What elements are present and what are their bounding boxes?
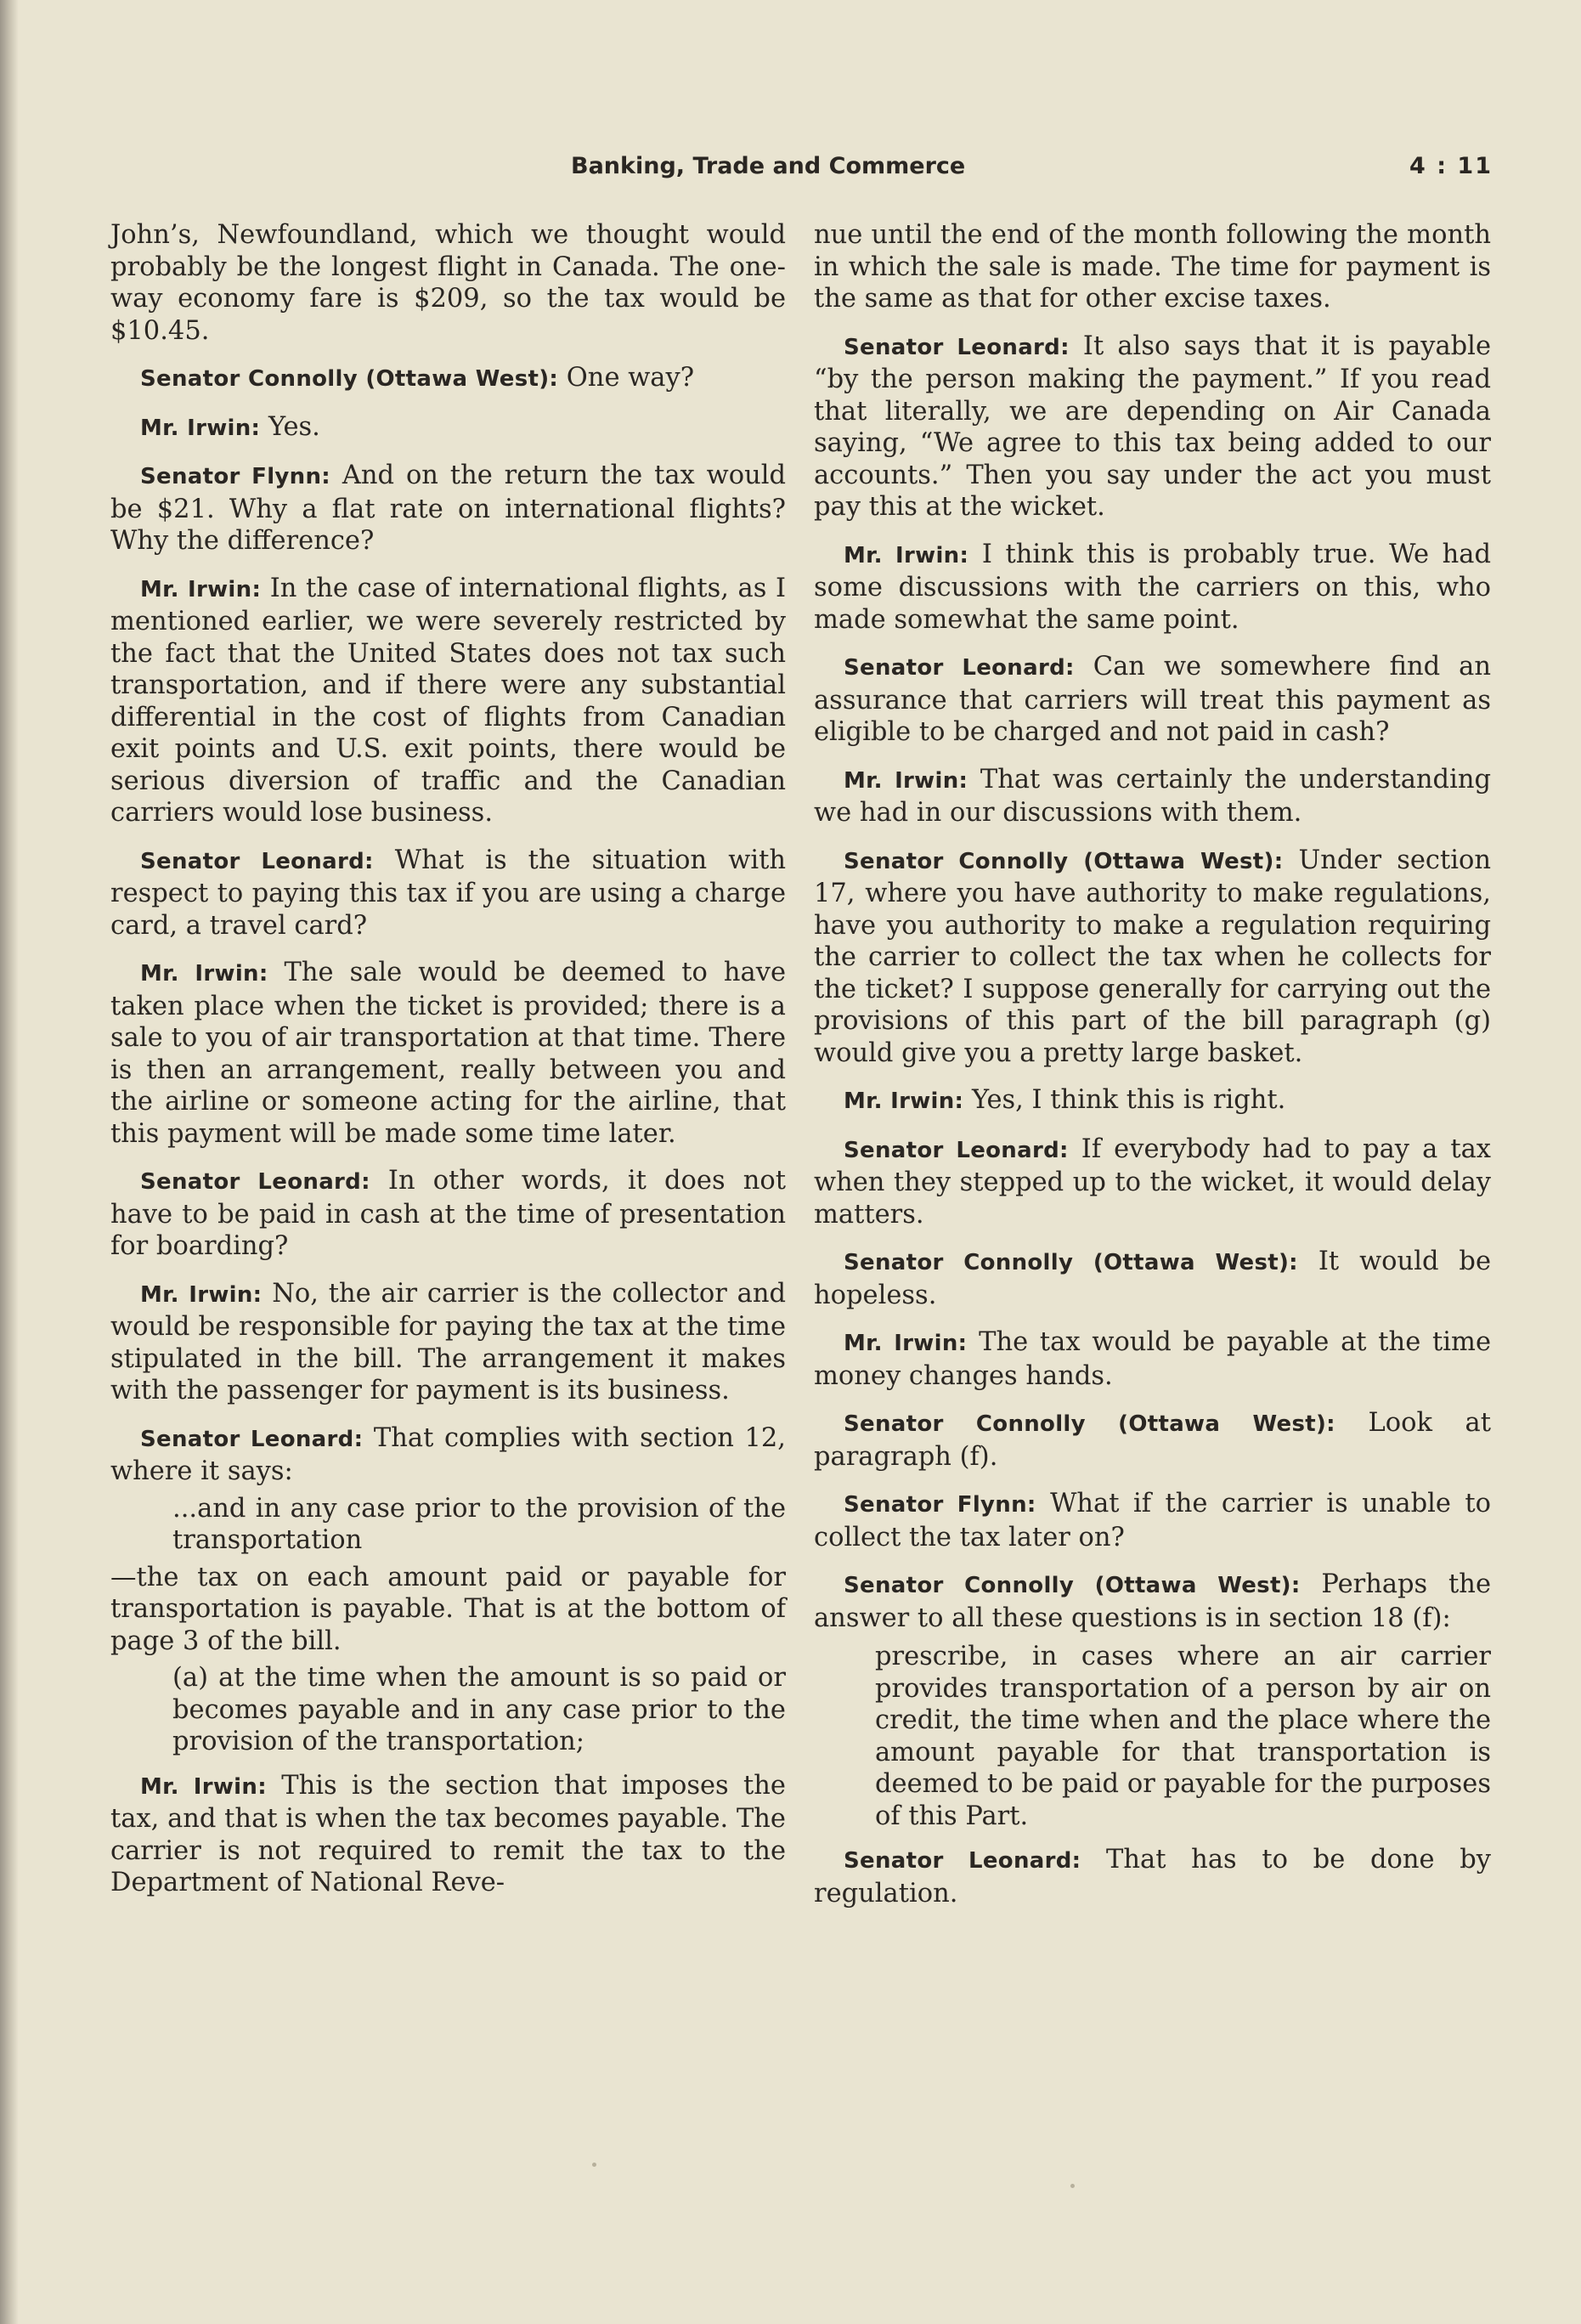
paragraph: [814, 331, 1491, 523]
speaker-name: Mr. Irwin:: [140, 576, 262, 602]
paragraph-text: Can we somewhere find an assurance that carriers will treat this payment as eligible to be charged and not paid in cash?: [814, 652, 1491, 747]
paragraph-text: And on the return the tax would be $21. Why a flat rate on international flights? Why the difference?: [110, 461, 786, 556]
speaker-name: Senator Flynn:: [844, 1492, 1036, 1518]
speaker-name: Mr. Irwin:: [844, 1331, 968, 1356]
speaker-name: Mr. Irwin:: [140, 415, 261, 441]
paragraph-text: Yes.: [260, 411, 320, 442]
paragraph-text: That was certainly the understanding we had in our discussions with them.: [814, 764, 1491, 828]
speaker-name: Senator Leonard:: [844, 1848, 1081, 1874]
paragraph-text: I think this is probably true. We had some discussions with the carriers on this, who made somewhat the same point.: [814, 539, 1491, 635]
left-column: [110, 219, 786, 1914]
page-header: [571, 153, 1493, 187]
paragraph-text: This is the section that imposes the tax, and that is when the tax becomes payable. The carrier is not required to remit the tax to the Department of National Reve-: [110, 1770, 786, 1897]
quotation: ...and in any case prior to the provision of the transportation: [172, 1493, 786, 1555]
paragraph: [110, 1165, 786, 1263]
paper-speck: [592, 2163, 596, 2167]
speaker-name: Senator Flynn:: [140, 464, 330, 489]
paragraph-text: The tax would be payable at the time money changes hands.: [814, 1327, 1491, 1391]
paragraph: [110, 957, 786, 1150]
speaker-name: Mr. Irwin:: [140, 961, 268, 987]
paragraph-text: John’s, Newfoundland, which we thought would probably be the longest flight in Canada. The one-way economy fare is $209, so the tax would be $10.45.: [110, 220, 786, 346]
paragraph-text: That has to be done by regulation.: [814, 1845, 1492, 1908]
paragraph: [814, 1134, 1491, 1231]
speaker-name: Senator Leonard:: [844, 1137, 1069, 1163]
page-number: 4 : 11: [1409, 153, 1493, 179]
paragraph: [814, 651, 1491, 749]
paragraph: [110, 460, 786, 557]
quotation: (a) at the time when the amount is so paid or becomes payable and in any case prior to the provision of the transportation;: [172, 1663, 786, 1756]
paragraph-text: If everybody had to pay a tax when they stepped up to the wicket, it would delay matters.: [814, 1134, 1491, 1230]
paragraph-text: nue until the end of the month following the month in which the sale is made. The time for payment is the same as that for other excise taxes.: [814, 220, 1491, 314]
paragraph: [110, 1278, 786, 1407]
paragraph: [814, 539, 1491, 636]
paragraph-text: One way?: [558, 363, 695, 393]
paragraph-text: No, the air carrier is the collector and would be responsible for paying the tax at the time stipulated in the bill. The arrangement it makes with the passenger for payment is its business.: [110, 1278, 786, 1405]
paragraph: [814, 1326, 1491, 1392]
quotation: prescribe, in cases where an air carrier provides transportation of a person by air on credit, the time when and the place where the amount payable for that transportation is deemed to be paid or payable for the purposes of this Part.: [875, 1642, 1491, 1831]
page-binding-shadow: [0, 0, 19, 2324]
paragraph: [110, 362, 786, 396]
paragraph: [814, 1084, 1491, 1118]
speaker-name: Mr. Irwin:: [844, 1088, 964, 1114]
paragraph-text: The sale would be deemed to have taken place when the ticket is provided; there is a sale to you of air transportation at that time. There is then an arrangement, really between you and the airline or someone acting for the airline, that this payment will be made some time later.: [110, 958, 786, 1149]
paragraph: [814, 1569, 1491, 1634]
paragraph: [814, 845, 1491, 1070]
right-column: [814, 219, 1491, 1925]
paragraph: [110, 411, 786, 445]
paragraph: [814, 1844, 1491, 1909]
speaker-name: Senator Leonard:: [140, 1169, 370, 1195]
paragraph: [110, 1422, 786, 1488]
paragraph-text: Look at paragraph (f).: [814, 1408, 1491, 1472]
paragraph-text: Under section 17, where you have authority to make regulations, have you authority to make a regulation requiring the carrier to collect the tax when he collects for the ticket? I suppose generally for carrying out the provisions of this part of the bill paragraph (g) would give you a pretty large basket.: [814, 845, 1491, 1068]
paragraph-text: In the case of international flights, as I mentioned earlier, we were severely restricted by the fact that the United States does not tax such transportation, and if there were any substantial differential in the cost of flights from Canadian exit points and U.S. exit points, there would be serious diversion of traffic and the Canadian carriers would lose business.: [110, 573, 786, 828]
paragraph: [814, 219, 1491, 315]
speaker-name: Senator Leonard:: [844, 334, 1070, 360]
speaker-name: Senator Connolly (Ottawa West):: [844, 1250, 1298, 1275]
speaker-name: Senator Connolly (Ottawa West):: [140, 366, 559, 392]
paragraph-text: Perhaps the answer to all these questions is in section 18 (f):: [814, 1569, 1491, 1633]
paragraph-text: It also says that it is payable “by the person making the payment.” If you read that literally, we are depending on Air Canada saying, “We agree to this tax being added to our accounts.” Then you say under the act you must pay this at the wicket.: [814, 331, 1491, 522]
speaker-name: Senator Leonard:: [140, 848, 374, 874]
speaker-name: Senator Leonard:: [844, 655, 1075, 681]
paragraph: [110, 1770, 786, 1899]
paragraph: [110, 219, 786, 347]
speaker-name: Mr. Irwin:: [844, 767, 968, 794]
paragraph: [814, 1488, 1491, 1553]
paragraph: [110, 845, 786, 942]
speaker-name: Mr. Irwin:: [140, 1281, 263, 1308]
speaker-name: Senator Leonard:: [140, 1426, 364, 1452]
paragraph: —the tax on each amount paid or payable for transportation is payable. That is at the bottom of page 3 of the bill.: [110, 1562, 786, 1656]
speaker-name: Senator Connolly (Ottawa West):: [844, 1573, 1301, 1598]
speaker-name: Mr. Irwin:: [140, 1773, 267, 1800]
paragraph-text: Yes, I think this is right.: [963, 1085, 1286, 1115]
paragraph: [814, 764, 1491, 829]
speaker-name: Senator Connolly (Ottawa West):: [844, 1411, 1335, 1437]
paragraph-text: What is the situation with respect to paying this tax if you are using a charge card, a travel card?: [110, 845, 786, 941]
paragraph: [814, 1407, 1491, 1473]
paper-speck: [1070, 2184, 1075, 2188]
paragraph-text: That complies with section 12, where it says:: [110, 1422, 786, 1486]
speaker-name: Senator Connolly (Ottawa West):: [844, 848, 1284, 874]
paragraph: [814, 1246, 1491, 1311]
running-title: Banking, Trade and Commerce: [571, 153, 966, 179]
paragraph-text: In other words, it does not have to be paid in cash at the time of presentation for boarding?: [110, 1166, 786, 1261]
paragraph-text: What if the carrier is unable to collect the tax later on?: [814, 1489, 1491, 1552]
paragraph-text: It would be hopeless.: [814, 1247, 1491, 1310]
speaker-name: Mr. Irwin:: [844, 542, 969, 568]
paragraph: [110, 573, 786, 829]
